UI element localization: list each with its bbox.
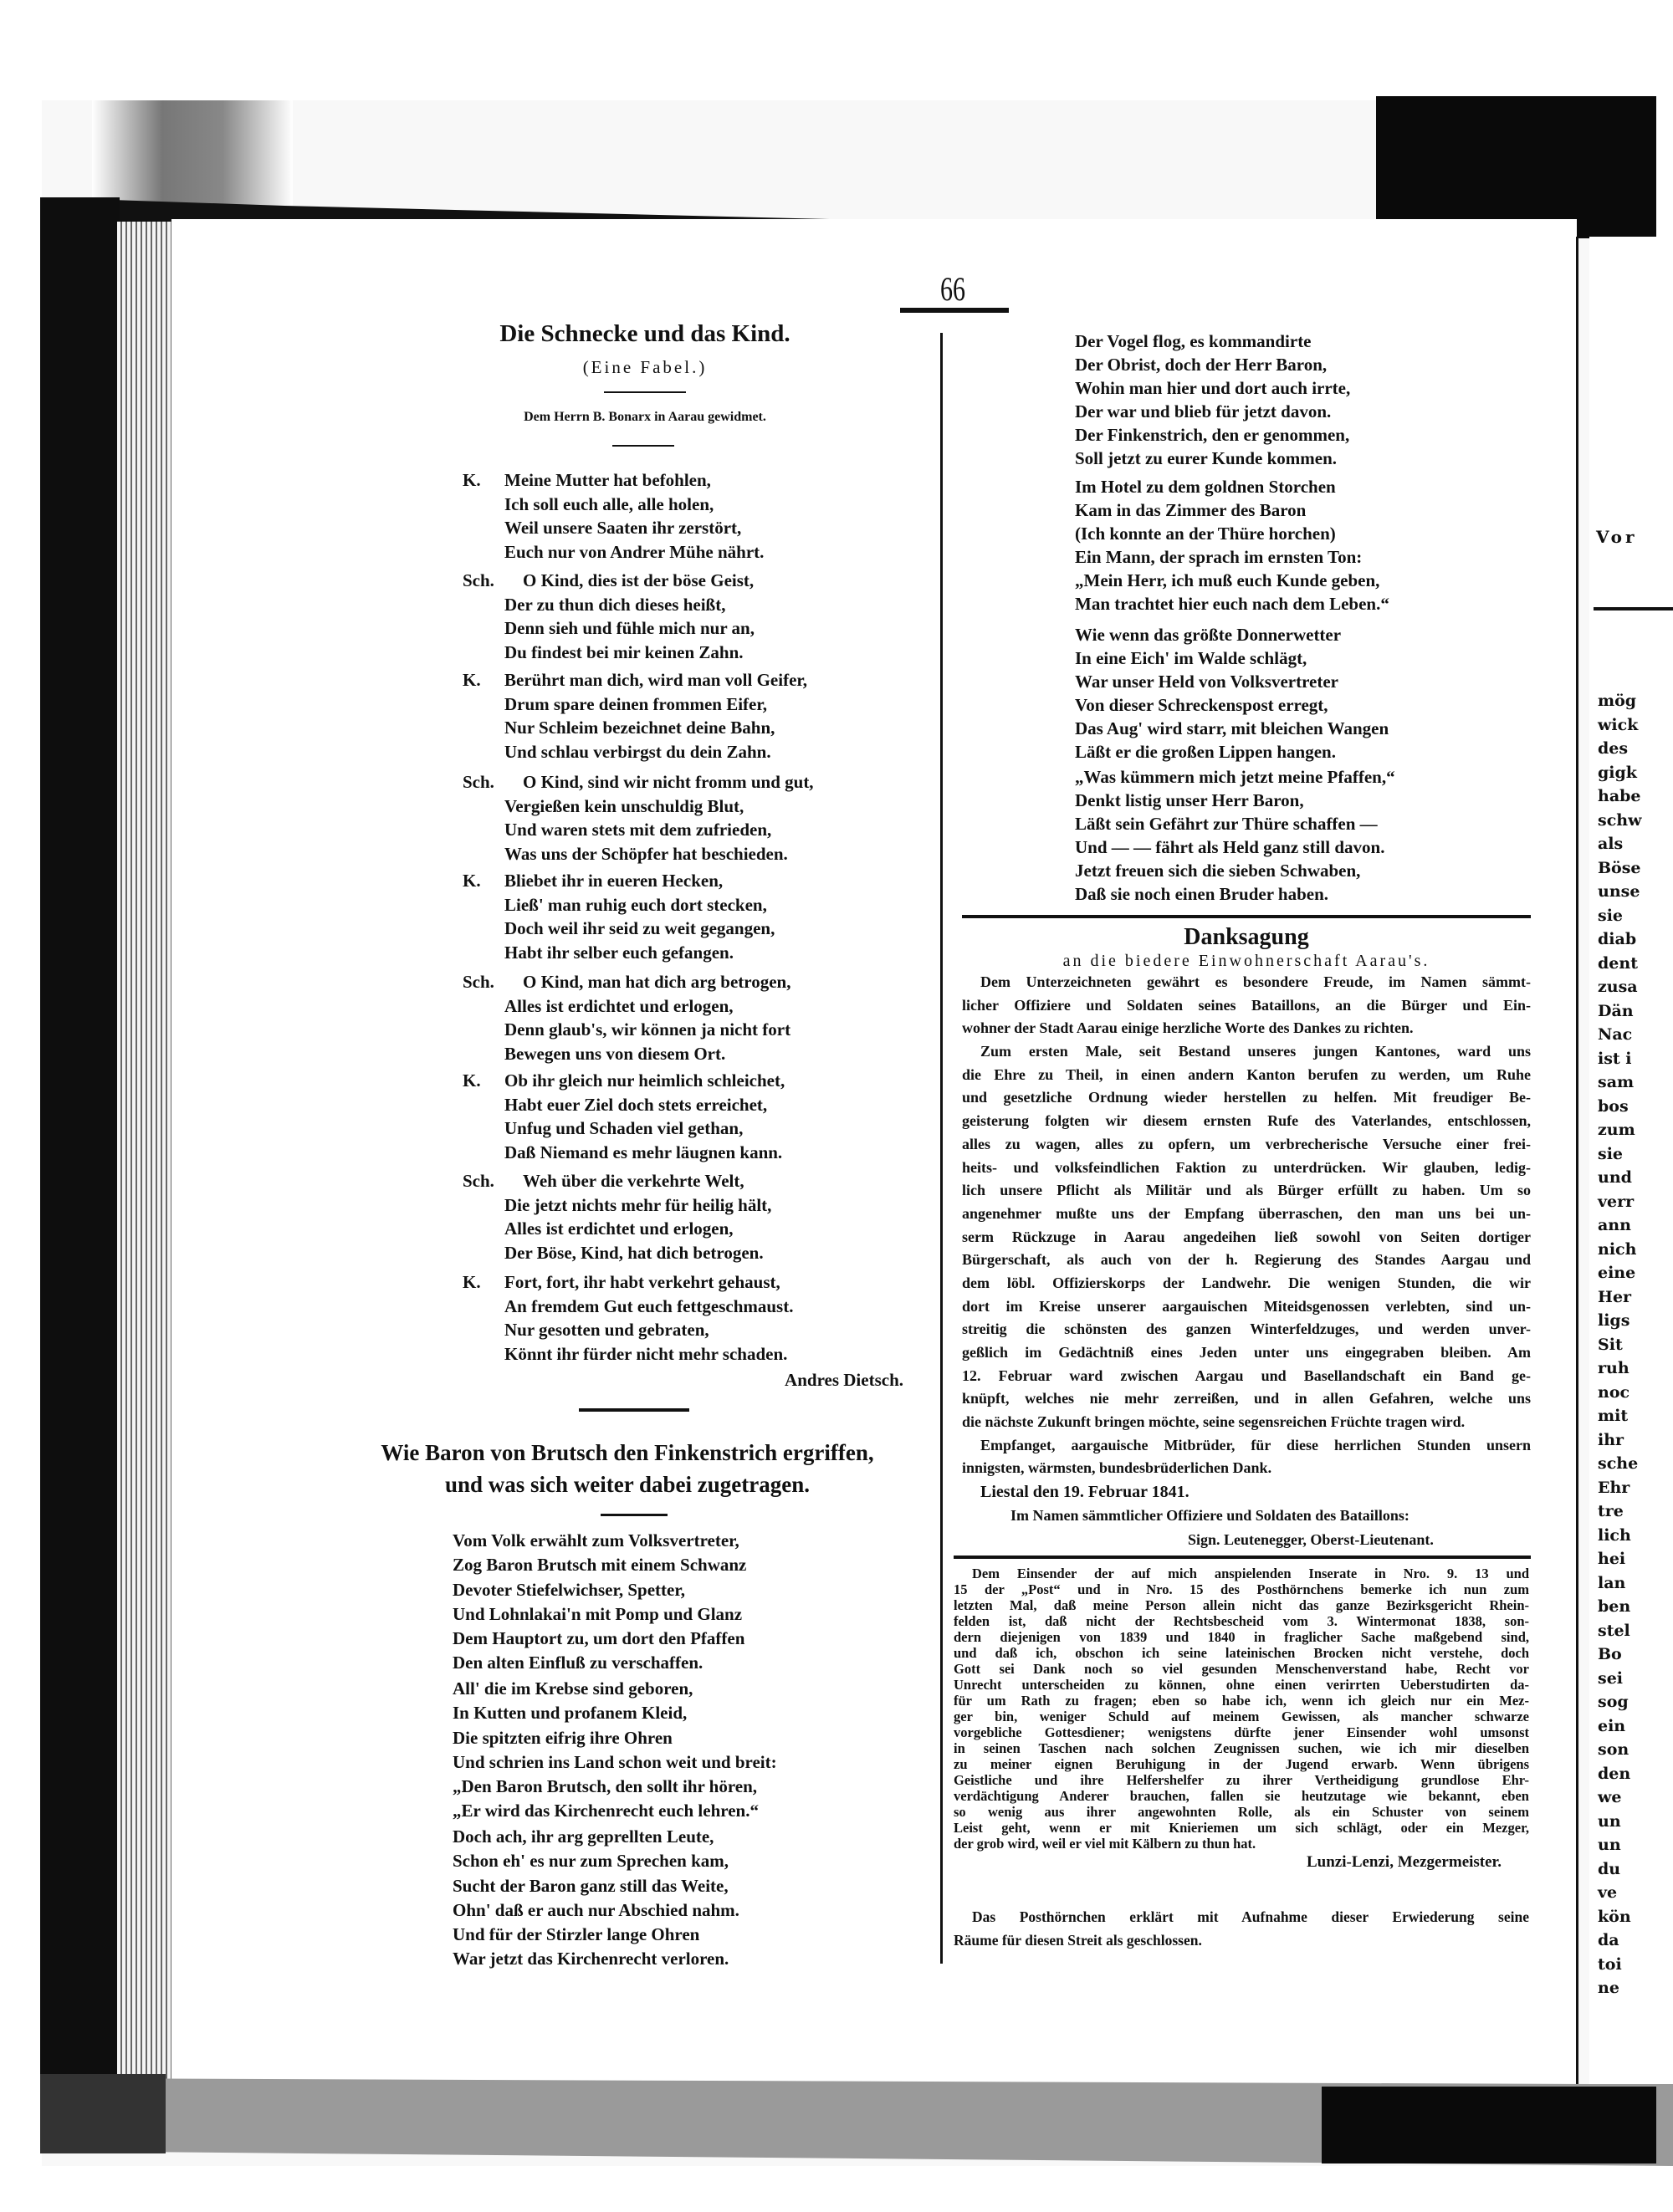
- verse-line: Kam in das Zimmer des Baron: [1075, 500, 1307, 520]
- stanza: [453, 1677, 777, 1824]
- stanza: [463, 569, 755, 665]
- stanza: [463, 468, 764, 564]
- verse-line: O Kind, dies ist der böse Geist,: [523, 570, 755, 590]
- verse-line: O Kind, man hat dich arg betrogen,: [523, 972, 791, 992]
- verse-line: Vom Volk erwählt zum Volksvertreter,: [453, 1530, 739, 1550]
- text-line: Unrecht unterscheiden zu können, ohne einen verirrten Ueberstudirten da-: [954, 1677, 1529, 1693]
- divider: [601, 1514, 668, 1516]
- notice-body: [954, 1566, 1529, 1852]
- verse-line: Doch ach, ihr arg geprellten Leute,: [453, 1826, 714, 1847]
- text-line: wohner der Stadt Aarau einige herzliche Worte des Dankes zu richten.: [962, 1019, 1414, 1037]
- danksagung-signature: Sign. Leutenegger, Oberst-Lieutenant.: [1188, 1531, 1434, 1548]
- text-line: streitig die schönsten des ganzen Winterfeldzuges, und werden unver-: [962, 1321, 1531, 1338]
- stanza: [463, 1270, 793, 1367]
- text-line: felden ist, daß nicht der Rechtsbescheid vom 3. Wintermonat 1838, son-: [954, 1613, 1529, 1629]
- speaker-label: K.: [463, 1272, 481, 1292]
- text-fragment: dent: [1598, 953, 1638, 973]
- page-number-rule: [900, 308, 1009, 313]
- verse-line: Jetzt freuen sich die sieben Schwaben,: [1075, 861, 1361, 881]
- verse-line: Und schrien ins Land schon weit und breit:: [453, 1751, 777, 1772]
- text-fragment: zum: [1598, 1121, 1635, 1139]
- verse-line: Der war und blieb für jetzt davon.: [1075, 401, 1332, 421]
- verse-line: Daß sie noch einen Bruder haben.: [1075, 884, 1328, 904]
- text-fragment: schw: [1598, 810, 1642, 830]
- speaker-label: Sch.: [463, 1171, 494, 1191]
- text-fragment: da: [1598, 1931, 1619, 1949]
- text-fragment: ist i: [1598, 1049, 1632, 1068]
- text-line: die nächste Zukunft bringen möchte, seine segensreichen Früchte tragen wird.: [962, 1413, 1466, 1431]
- text-fragment: zusa: [1598, 978, 1638, 996]
- danksagung-subtitle: an die biedere Einwohnerschaft Aarau's.: [1062, 952, 1430, 970]
- verse-line: Die spitzten eifrig ihre Ohren: [453, 1727, 673, 1748]
- verse-line: Bewegen uns von diesem Ort.: [504, 1044, 726, 1065]
- text-fragment: hei: [1598, 1550, 1626, 1568]
- text-line: angenehmer mußte uns der Empfang überraschen, den man uns bei un-: [962, 1204, 1531, 1222]
- danksagung-title: Danksagung: [1184, 924, 1309, 950]
- text-fragment: diab: [1598, 930, 1637, 948]
- text-line: knüpft, welches nie mehr zerreißen, und in allen Gefahren, welche uns: [962, 1390, 1531, 1407]
- stanza: [453, 1825, 739, 1972]
- text-line: geisterung folgten wir diesem ernsten Rufe des Vaterlandes, entschlossen,: [962, 1112, 1531, 1130]
- verse-line: Ich soll euch alle, alle holen,: [504, 493, 714, 514]
- text-line: alles zu wagen, alles zu opfern, um verbrecherische Versuche einer frei-: [962, 1135, 1531, 1152]
- verse-line: „Den Baron Brutsch, den sollt ihr hören,: [453, 1776, 758, 1797]
- verse-line: „Er wird das Kirchenrecht euch lehren.“: [453, 1801, 759, 1821]
- page-number: 66: [940, 270, 965, 308]
- verse-line: Ein Mann, der sprach im ernsten Ton:: [1075, 547, 1363, 567]
- verse-line: Dem Hauptort zu, um dort den Pfaffen: [453, 1628, 745, 1649]
- text-fragment: stel: [1598, 1621, 1630, 1640]
- verse-line: Ohn' daß er auch nur Abschied nahm.: [453, 1899, 739, 1920]
- notice-closing: [954, 1905, 1529, 1952]
- verse-line: Ob ihr gleich nur heimlich schleichet,: [504, 1070, 785, 1091]
- text-fragment: sam: [1598, 1073, 1635, 1091]
- text-fragment: ligs: [1598, 1311, 1630, 1330]
- stanza: [463, 1069, 785, 1165]
- text-fragment: ruh: [1598, 1359, 1630, 1377]
- section-rule: [954, 1556, 1531, 1559]
- stanza: [1075, 330, 1350, 470]
- text-line: vorgebliche Gottesdiener; wenigstens dürfte jener Einsender wohl umsonst: [954, 1724, 1529, 1740]
- stanza: [463, 770, 814, 866]
- verse-line: Der Obrist, doch der Herr Baron,: [1075, 355, 1328, 375]
- text-line: heits- und volksfeindlichen Faktion zu unterdrücken. Wir glauben, ledig-: [962, 1158, 1531, 1176]
- text-fragment: Böse: [1598, 858, 1641, 877]
- verse-line: Du findest bei mir keinen Zahn.: [504, 642, 744, 663]
- verse-line: Nur Schleim bezeichnet deine Bahn,: [504, 718, 775, 738]
- verse-line: Wie wenn das größte Donnerwetter: [1075, 625, 1342, 645]
- divider: [612, 445, 674, 447]
- text-fragment: wick: [1598, 715, 1639, 734]
- stanza: [453, 1529, 746, 1676]
- speaker-label: Sch.: [463, 570, 494, 590]
- text-fragment: sog: [1598, 1693, 1629, 1711]
- text-line: Leist geht, wenn er mit Knieriemen um sich schlägt, oder ein Mezger,: [954, 1820, 1529, 1836]
- verse-line: Sucht der Baron ganz still das Weite,: [453, 1875, 729, 1896]
- text-line: Das Posthörnchen erklärt mit Aufnahme dieser Erwiederung seine: [972, 1908, 1529, 1925]
- text-fragment: ann: [1598, 1216, 1631, 1234]
- column-divider: [940, 333, 943, 1964]
- text-fragment: ein: [1598, 1716, 1626, 1735]
- text-fragment: ve: [1598, 1883, 1618, 1902]
- stanza: [1075, 475, 1389, 616]
- text-line: lich unsere Pflicht als Militär und als Bürger erfüllt zu haben. Um so: [962, 1182, 1531, 1199]
- text-fragment: un: [1598, 1811, 1621, 1831]
- verse-line: Im Hotel zu dem goldnen Storchen: [1075, 477, 1336, 497]
- next-page-heading: Vor: [1596, 527, 1638, 547]
- verse-line: Den alten Einfluß zu verschaffen.: [453, 1653, 703, 1673]
- text-line: und gesetzliche Ordnung wieder herstellen zu helfen. Mit freudiger Be-: [962, 1089, 1531, 1106]
- text-fragment: eine: [1598, 1264, 1636, 1282]
- verse-line: Daß Niemand es mehr läugnen kann.: [504, 1142, 783, 1163]
- verse-line: Was uns der Schöpfer hat beschieden.: [504, 844, 788, 865]
- text-fragment: ne: [1598, 1979, 1619, 1997]
- verse-line: Berührt man dich, wird man voll Geifer,: [504, 670, 808, 690]
- verse-line: In eine Eich' im Walde schlägt,: [1075, 648, 1307, 668]
- text-line: ger bin, weniger Schuld auf meinem Gewissen, als mancher schwarze: [954, 1709, 1529, 1724]
- text-fragment: lich: [1598, 1525, 1631, 1545]
- text-fragment: Bo: [1598, 1645, 1622, 1663]
- stanza: [1075, 623, 1389, 764]
- speaker-label: K.: [463, 871, 481, 891]
- text-fragment: nich: [1598, 1239, 1637, 1259]
- text-line: Räume für diesen Streit als geschlossen.: [954, 1932, 1202, 1949]
- text-line: innigsten, wärmsten, bundesbrüderlichen Dank.: [962, 1459, 1272, 1477]
- verse-line: Läßt er die großen Lippen hangen.: [1075, 742, 1336, 762]
- text-line: Bürgerschaft, als auch von der h. Regierung des Standes Aargau und: [962, 1251, 1531, 1269]
- text-line: 12. Februar ward zwischen Aargau und Basellandschaft ein Band ge-: [962, 1367, 1531, 1384]
- poem-title: Die Schnecke und das Kind.: [499, 320, 790, 347]
- text-line: der grob wird, weil er viel mit Kälbern zu thun hat.: [954, 1836, 1256, 1852]
- text-line: so wenig aus ihrer angewohnten Rolle, als ein Schuster von seinem: [954, 1804, 1529, 1820]
- text-line: dort im Kreise unserer aargauischen Miteidsgenossen verlebten, sind un-: [962, 1297, 1531, 1315]
- divider: [604, 391, 686, 393]
- verse-line: Denkt listig unser Herr Baron,: [1075, 790, 1304, 810]
- verse-line: Fort, fort, ihr habt verkehrt gehaust,: [504, 1272, 780, 1292]
- text-line: Empfanget, aargauische Mitbrüder, für diese herrlichen Stunden unsern: [980, 1436, 1531, 1453]
- danksagung-body: [962, 971, 1531, 1480]
- verse-line: An fremdem Gut euch fettgeschmaust.: [504, 1295, 794, 1316]
- text-line: geßlich im Gedächtniß eines Jeden unter uns eingegraben bleiben. Am: [962, 1344, 1531, 1361]
- verse-line: Und Lohnlakai'n mit Pomp und Glanz: [453, 1603, 743, 1624]
- text-fragment: tre: [1598, 1502, 1624, 1520]
- text-line: zu meiner eignen Beruhigung in der Jugend erwarb. Wenn übrigens: [954, 1756, 1529, 1772]
- verse-line: Die jetzt nichts mehr für heilig hält,: [504, 1194, 772, 1215]
- verse-line: Nur gesotten und gebraten,: [504, 1320, 709, 1341]
- divider: [579, 1408, 689, 1412]
- notice-signature: Lunzi-Lenzi, Mezgermeister.: [1306, 1853, 1502, 1871]
- verse-line: Weil unsere Saaten ihr zerstört,: [504, 518, 742, 539]
- text-fragment: unse: [1598, 882, 1640, 901]
- verse-line: Bliebet ihr in eueren Hecken,: [504, 871, 724, 891]
- stanza: [1075, 765, 1395, 906]
- verse-line: „Was kümmern mich jetzt meine Pfaffen,“: [1075, 767, 1395, 787]
- poem-author: Andres Dietsch.: [785, 1370, 903, 1390]
- text-fragment: Her: [1598, 1287, 1632, 1306]
- verse-line: Doch weil ihr seid zu weit gegangen,: [504, 918, 775, 939]
- text-line: Gott sei Dank noch so viel gesunden Menschenverstand habe, Recht vor: [954, 1661, 1529, 1677]
- text-fragment: bos: [1598, 1096, 1629, 1116]
- text-line: und daß ich, obschon ich seine lateinischen Brocken nicht verstehe, doch: [954, 1645, 1529, 1661]
- verse-line: „Mein Herr, ich muß euch Kunde geben,: [1075, 570, 1380, 590]
- text-fragment: Sit: [1598, 1335, 1623, 1354]
- verse-line: Denn sieh und fühle mich nur an,: [504, 618, 755, 639]
- verse-line: Von dieser Schreckenspost erregt,: [1075, 695, 1328, 715]
- text-fragment: lan: [1598, 1573, 1626, 1592]
- verse-line: In Kutten und profanem Kleid,: [453, 1703, 688, 1724]
- speaker-label: Sch.: [463, 972, 494, 992]
- verse-line: Habt euer Ziel doch stets erreichet,: [504, 1094, 768, 1115]
- verse-line: (Ich konnte an der Thüre horchen): [1075, 524, 1336, 544]
- text-line: licher Offiziere und Soldaten seines Bataillons, an die Bürger und Ein-: [962, 996, 1531, 1014]
- verse-line: Habt ihr selber euch gefangen.: [504, 943, 734, 963]
- text-line: in seinen Taschen nach solchen Zeugnissen suchen, wie ich mir dieselben: [954, 1740, 1529, 1756]
- verse-line: Und schlau verbirgst du dein Zahn.: [504, 742, 771, 763]
- verse-line: O Kind, sind wir nicht fromm und gut,: [523, 772, 814, 792]
- text-fragment: kön: [1598, 1907, 1631, 1926]
- verse-line: Und waren stets mit dem zufrieden,: [504, 820, 772, 840]
- stanza: [463, 668, 807, 764]
- text-fragment: den: [1598, 1764, 1631, 1783]
- verse-line: Läßt sein Gefährt zur Thüre schaffen —: [1075, 814, 1378, 834]
- stanza: [463, 869, 775, 965]
- text-fragment: toi: [1598, 1954, 1622, 1974]
- speaker-label: K.: [463, 670, 481, 690]
- verse-line: Man trachtet hier euch nach dem Leben.“: [1075, 594, 1389, 614]
- text-fragment: son: [1598, 1740, 1630, 1759]
- text-fragment: sie: [1598, 906, 1624, 925]
- text-line: für um Rath zu fragen; eben so habe ich, wenn ich gleich nur ein Mez-: [954, 1693, 1529, 1709]
- text-fragment: mit: [1598, 1407, 1629, 1425]
- text-fragment: noc: [1598, 1382, 1630, 1402]
- verse-line: All' die im Krebse sind geboren,: [453, 1678, 693, 1699]
- text-line: letzten Mal, daß meine Person allein nicht das ganze Bezirksgericht Rhein-: [954, 1597, 1529, 1613]
- verse-line: Weh über die verkehrte Welt,: [523, 1171, 744, 1191]
- next-page-fragments: [1598, 689, 1641, 2000]
- verse-line: Wohin man hier und dort auch irrte,: [1075, 378, 1351, 398]
- text-line: verdächtigung Anderer brauchen, fallen sie heutzutage wie bekannt, eben: [954, 1788, 1529, 1804]
- text-fragment: Dän: [1598, 1001, 1634, 1020]
- verse-line: War unser Held von Volksvertreter: [1075, 672, 1338, 692]
- text-fragment: gigk: [1598, 763, 1637, 782]
- text-line: 15 der „Post“ und in Nro. 15 des Posthörnchens bemerke ich nun zum: [954, 1581, 1529, 1597]
- text-fragment: ihr: [1598, 1430, 1624, 1449]
- verse-line: Der Böse, Kind, hat dich betrogen.: [504, 1243, 764, 1264]
- text-fragment: verr: [1598, 1192, 1635, 1211]
- text-fragment: habe: [1598, 787, 1641, 805]
- speaker-label: K.: [463, 1070, 481, 1091]
- verse-line: Unfug und Schaden viel gethan,: [504, 1118, 744, 1139]
- text-line: Dem Unterzeichneten gewährt es besondere Freude, im Namen sämmt-: [980, 973, 1531, 990]
- text-fragment: ben: [1598, 1597, 1631, 1616]
- verse-line: Das Aug' wird starr, mit bleichen Wangen: [1075, 718, 1389, 738]
- stanza: [463, 970, 790, 1066]
- next-page-rule: [1594, 607, 1673, 610]
- text-fragment: Nac: [1598, 1025, 1633, 1044]
- text-fragment: als: [1598, 835, 1624, 853]
- text-fragment: du: [1598, 1859, 1621, 1878]
- speaker-label: Sch.: [463, 772, 494, 792]
- text-fragment: Ehr: [1598, 1478, 1630, 1497]
- text-fragment: un: [1598, 1836, 1621, 1854]
- danksagung-on-behalf: Im Namen sämmtlicher Offiziere und Soldaten des Bataillons:: [1010, 1507, 1410, 1524]
- verse-line: Zog Baron Brutsch mit einem Schwanz: [453, 1555, 747, 1576]
- verse-line: Und — — fährt als Held ganz still davon.: [1075, 837, 1385, 857]
- text-fragment: sche: [1598, 1454, 1639, 1473]
- verse-line: Ließ' man ruhig euch dort stecken,: [504, 894, 767, 915]
- speaker-label: K.: [463, 470, 481, 490]
- text-fragment: des: [1598, 739, 1629, 758]
- verse-line: Vergießen kein unschuldig Blut,: [504, 795, 744, 816]
- text-line: Geistliche und ihre Helfershelfer zu ihrer Vertheidigung grundlose Ehr-: [954, 1772, 1529, 1788]
- verse-line: Der Finkenstrich, den er genommen,: [1075, 425, 1350, 445]
- stanza: [463, 1169, 771, 1265]
- text-fragment: sei: [1598, 1668, 1624, 1688]
- verse-line: Alles ist erdichtet und erlogen,: [504, 1218, 734, 1239]
- verse-line: Devoter Stiefelwichser, Spetter,: [453, 1579, 685, 1600]
- text-line: Zum ersten Male, seit Bestand unseres jungen Kantones, ward uns: [980, 1043, 1531, 1060]
- verse-line: Euch nur von Andrer Mühe nährt.: [504, 542, 765, 563]
- text-fragment: we: [1598, 1788, 1622, 1806]
- verse-line: Alles ist erdichtet und erlogen,: [504, 995, 734, 1016]
- verse-line: War jetzt das Kirchenrecht verloren.: [453, 1949, 729, 1969]
- text-line: dem löbl. Offizierskorps der Landwehr. Die wenigen Stunden, die wir: [962, 1274, 1531, 1291]
- text-line: dern diejenigen von 1839 und 1840 in fraglicher Sache maßgebend sind,: [954, 1629, 1529, 1645]
- text-fragment: mög: [1598, 692, 1637, 710]
- poem-dedication: Dem Herrn B. Bonarx in Aarau gewidmet.: [524, 410, 766, 424]
- text-line: serm Rückzuge in Aarau angedeihen ließ sowohl von Seiten dortiger: [962, 1228, 1531, 1245]
- verse-line: Könnt ihr fürder nicht mehr schaden.: [504, 1344, 788, 1365]
- verse-line: Drum spare deinen frommen Eifer,: [504, 693, 768, 714]
- verse-line: Meine Mutter hat befohlen,: [504, 470, 711, 490]
- text-fragment: sie: [1598, 1144, 1624, 1163]
- text-fragment: und: [1598, 1168, 1632, 1187]
- verse-line: Soll jetzt zu eurer Kunde kommen.: [1075, 448, 1338, 468]
- danksagung-date: Liestal den 19. Februar 1841.: [980, 1483, 1190, 1501]
- verse-line: Und für der Stirzler lange Ohren: [453, 1924, 700, 1945]
- verse-line: Denn glaub's, wir können ja nicht fort: [504, 1019, 791, 1040]
- section-rule: [962, 915, 1531, 918]
- poem2-title-line: und was sich weiter dabei zugetragen.: [445, 1472, 810, 1497]
- text-line: Dem Einsender der auf mich anspielenden Inserate in Nro. 9. 13 und: [972, 1566, 1529, 1581]
- text-line: die Ehre zu Theil, in einen andern Kanton berufen zu werden, um Ruhe: [962, 1065, 1531, 1083]
- poem2-title-line: Wie Baron von Brutsch den Finkenstrich ergriffen,: [381, 1440, 874, 1465]
- verse-line: Schon eh' es nur zum Sprechen kam,: [453, 1851, 729, 1872]
- verse-line: Der zu thun dich dieses heißt,: [504, 594, 726, 615]
- poem-subtitle: (Eine Fabel.): [582, 357, 708, 377]
- verse-line: Der Vogel flog, es kommandirte: [1075, 331, 1312, 351]
